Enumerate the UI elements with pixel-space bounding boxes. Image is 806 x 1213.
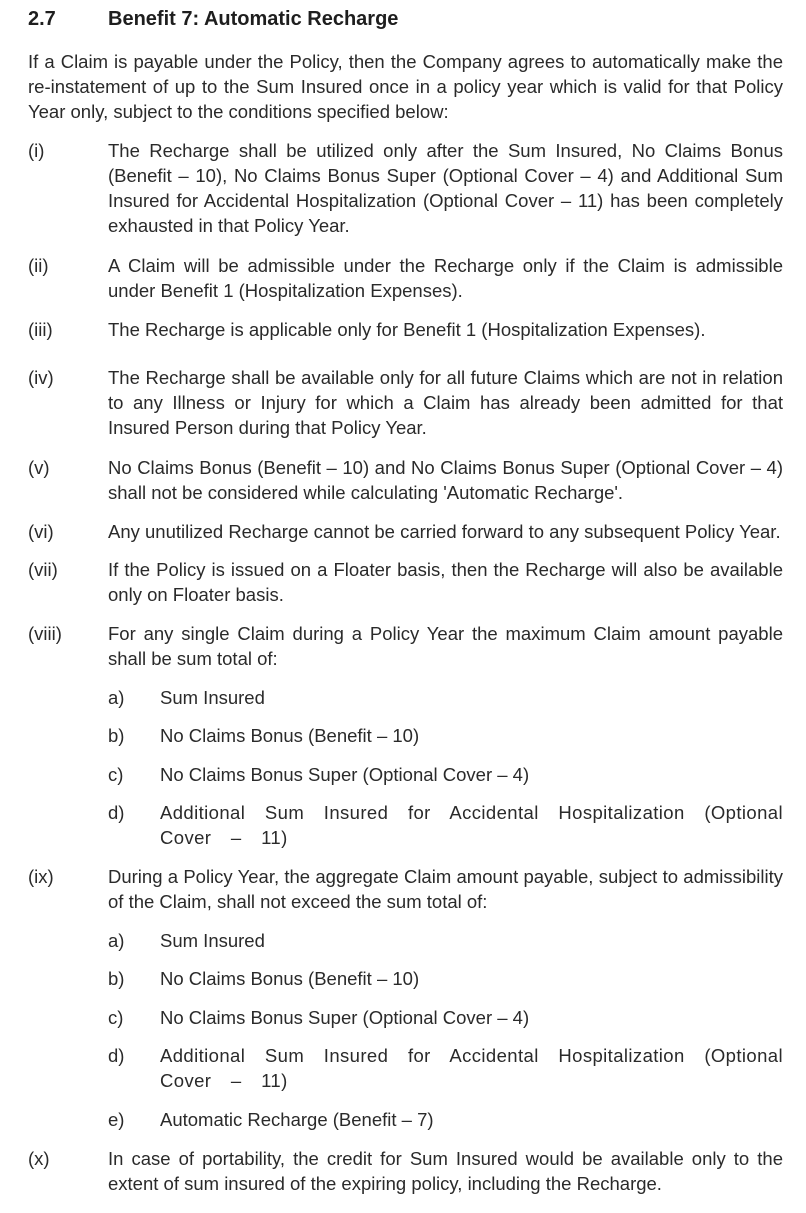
subclause-marker: b): [108, 725, 125, 746]
clause-x: [28, 1146, 783, 1196]
clause-text: The Recharge is applicable only for Benefit 1 (Hospitalization Expenses).: [108, 319, 706, 340]
subclause-marker: e): [108, 1109, 125, 1130]
clause-viii-sub-a: [108, 685, 783, 710]
clause-marker: (ii): [28, 255, 49, 276]
subclause-marker: d): [108, 1045, 125, 1066]
clause-ix-sub-a: [108, 928, 783, 953]
subclause-marker: c): [108, 1007, 124, 1028]
clause-iv: [28, 365, 783, 440]
subclause-marker: b): [108, 968, 125, 989]
clause-viii: [28, 621, 783, 671]
clause-marker: (x): [28, 1148, 50, 1169]
clause-marker: (vi): [28, 521, 54, 542]
section-number: 2.7: [28, 8, 56, 30]
clause-text: For any single Claim during a Policy Year the maximum Claim amount payable shall be sum total of:: [108, 623, 783, 669]
clause-marker: (v): [28, 457, 50, 478]
clause-text: Any unutilized Recharge cannot be carried forward to any subsequent Policy Year.: [108, 521, 781, 542]
clause-ix-sub-e: [108, 1107, 783, 1132]
clause-ix: [28, 864, 783, 914]
subclause-text: Automatic Recharge (Benefit – 7): [160, 1109, 434, 1130]
clause-text: If the Policy is issued on a Floater basis, then the Recharge will also be available only on Floater basis.: [108, 559, 783, 605]
clause-vi: [28, 519, 783, 544]
subclause-text: No Claims Bonus (Benefit – 10): [160, 725, 420, 746]
clause-i: [28, 138, 783, 238]
subclause-text: Sum Insured: [160, 930, 265, 951]
clause-marker: (vii): [28, 559, 58, 580]
subclause-text: No Claims Bonus Super (Optional Cover – 4): [160, 1007, 530, 1028]
clause-viii-sub-c: [108, 762, 783, 787]
clause-text: The Recharge shall be available only for all future Claims which are not in relation to any Illness or Injury for which a Claim has already been admitted for that Insured Person during that Policy Year.: [108, 367, 783, 438]
clause-marker: (iv): [28, 367, 54, 388]
clause-text: In case of portability, the credit for Sum Insured would be available only to the extent of sum insured of the expiring policy, including the Recharge.: [108, 1148, 783, 1194]
clause-marker: (viii): [28, 623, 62, 644]
subclause-marker: a): [108, 687, 125, 708]
subclause-marker: d): [108, 802, 125, 823]
subclause-marker: a): [108, 930, 125, 951]
subclause-text: No Claims Bonus Super (Optional Cover – 4): [160, 764, 530, 785]
clause-ix-sub-d: [108, 1043, 783, 1093]
clause-v: [28, 455, 783, 505]
clause-marker: (iii): [28, 319, 53, 340]
section-intro: If a Claim is payable under the Policy, then the Company agrees to automatically make the re-instatement of up to the Sum Insured once in a policy year which is valid for that Policy Year only, subject to the conditions specified below:: [28, 51, 783, 122]
subclause-text: Additional Sum Insured for Accidental Hospitalization (Optional Cover – 11): [160, 1045, 783, 1091]
subclause-text: Additional Sum Insured for Accidental Hospitalization (Optional Cover – 11): [160, 802, 783, 848]
subclause-text: No Claims Bonus (Benefit – 10): [160, 968, 420, 989]
clause-ix-sub-b: [108, 966, 783, 991]
clause-ix-sub-c: [108, 1005, 783, 1030]
clause-text: During a Policy Year, the aggregate Claim amount payable, subject to admissibility of the Claim, shall not exceed the sum total of:: [108, 866, 783, 912]
clause-viii-sub-d: [108, 800, 783, 850]
clause-text: No Claims Bonus (Benefit – 10) and No Claims Bonus Super (Optional Cover – 4) shall not be considered while calculating 'Automatic Recharge'.: [108, 457, 783, 503]
section-title: Benefit 7: Automatic Recharge: [108, 8, 399, 30]
clause-viii-sub-b: [108, 723, 783, 748]
clause-ii: [28, 253, 783, 303]
clause-marker: (ix): [28, 866, 54, 887]
subclause-text: Sum Insured: [160, 687, 265, 708]
clause-iii: [28, 317, 783, 342]
subclause-marker: c): [108, 764, 124, 785]
clause-marker: (i): [28, 140, 45, 161]
clause-vii: [28, 557, 783, 607]
section-heading: [28, 8, 398, 31]
clause-text: The Recharge shall be utilized only after the Sum Insured, No Claims Bonus (Benefit – 10), No Claims Bonus Super (Optional Cover – 4) and Additional Sum Insured for Accidental Hospitalization (Optional Cover – 11) has been completely exhausted in that Policy Year.: [108, 140, 783, 236]
clause-text: A Claim will be admissible under the Recharge only if the Claim is admissible under Benefit 1 (Hospitalization Expenses).: [108, 255, 783, 301]
